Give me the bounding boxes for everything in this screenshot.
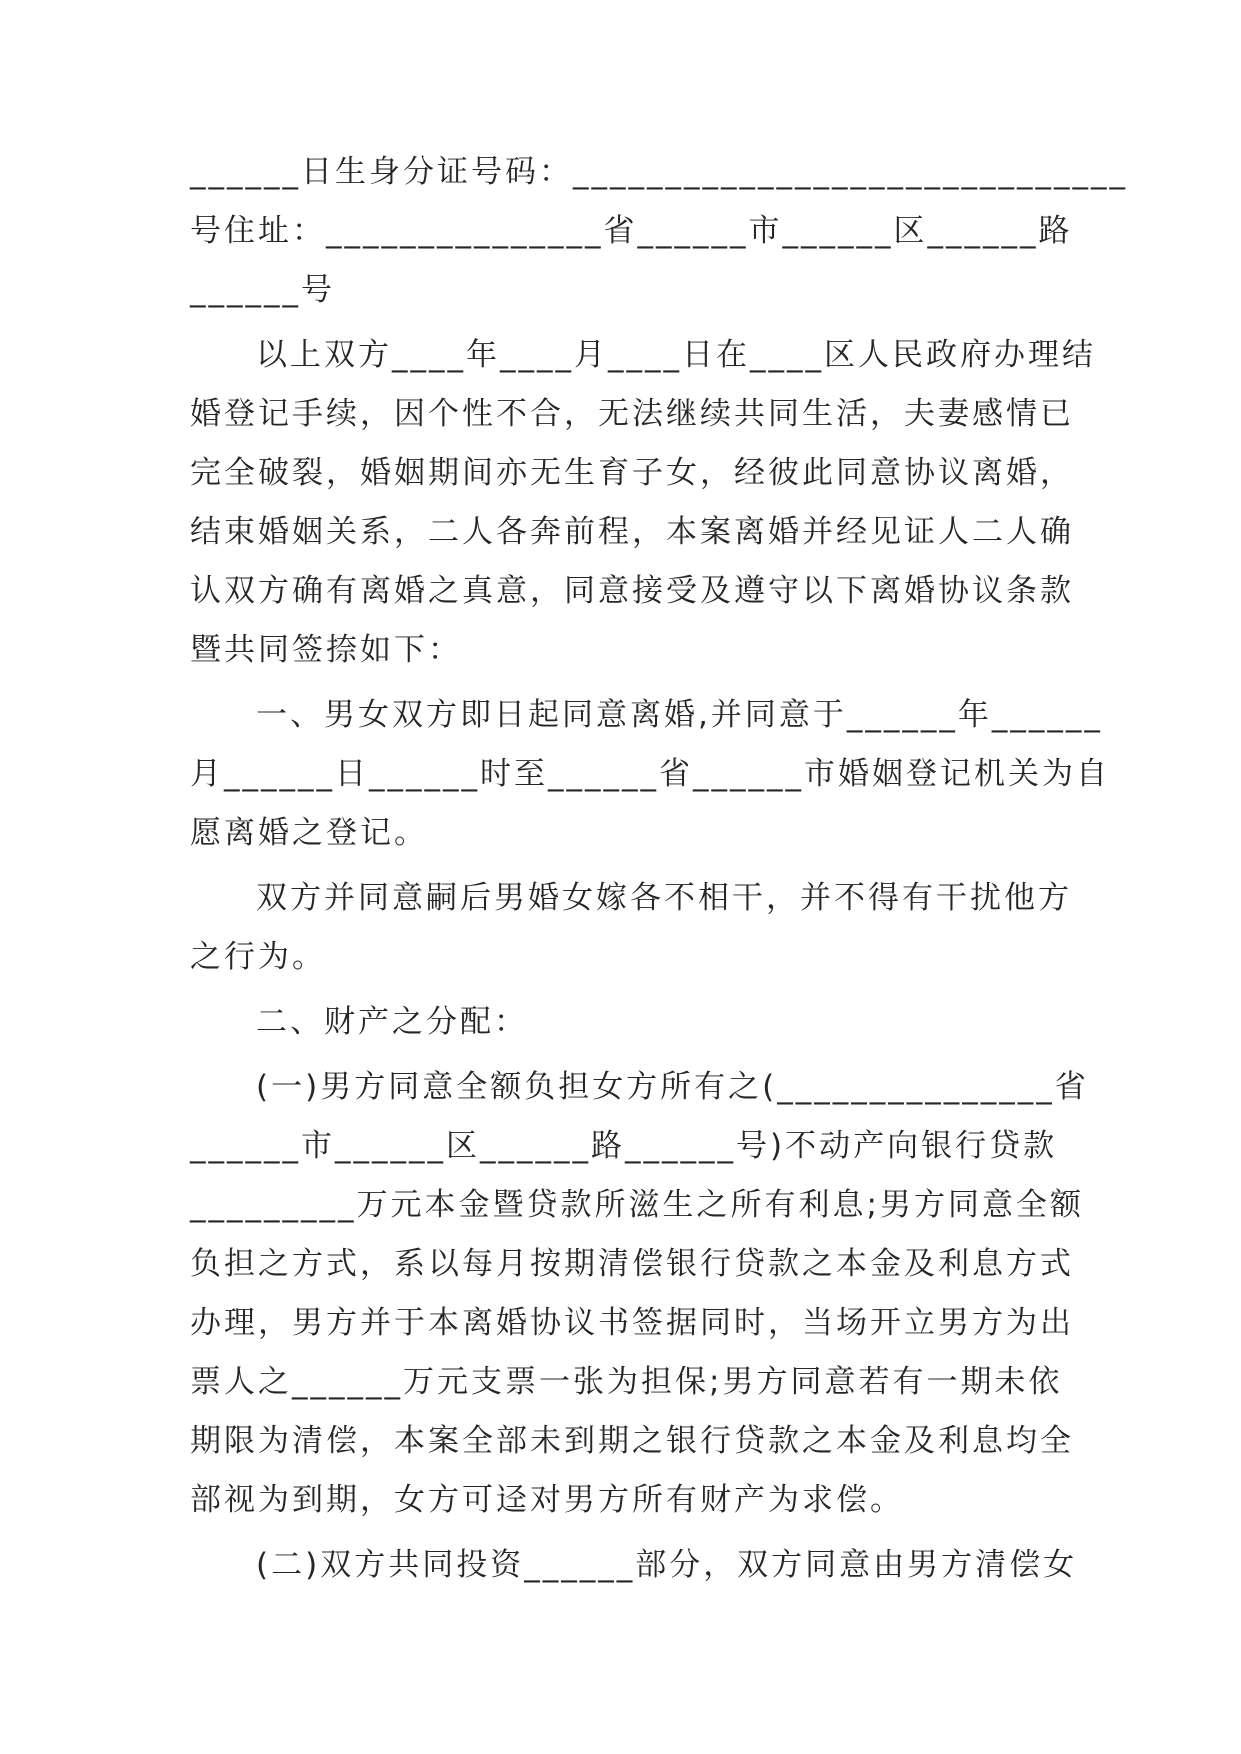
- text-line: ______日生身分证号码：______________________________: [190, 154, 1128, 190]
- text-line: 期限为清偿，本案全部未到期之银行贷款之本金及利息均全: [190, 1423, 1074, 1459]
- text-line: 之行为。: [190, 939, 326, 975]
- text-line: 暨共同签捺如下：: [190, 632, 462, 668]
- text-line: _________万元本金暨贷款所滋生之所有利息;男方同意全额: [190, 1187, 1084, 1223]
- text-line: 愿离婚之登记。: [190, 815, 428, 851]
- text-line: 认双方确有离婚之真意，同意接受及遵守以下离婚协议条款: [190, 573, 1074, 609]
- document-body: [190, 154, 1128, 1606]
- text-line: 办理，男方并于本离婚协议书签据同时，当场开立男方为出: [190, 1305, 1074, 1341]
- paragraph-start-line: 以上双方____年____月____日在____区人民政府办理结: [256, 337, 1096, 373]
- text-line: 票人之______万元支票一张为担保;男方同意若有一期未依: [190, 1364, 1063, 1400]
- text-line: ______市______区______路______号)不动产向银行贷款: [190, 1128, 1058, 1164]
- text-line: 部视为到期，女方可迳对男方所有财产为求偿。: [190, 1482, 904, 1518]
- text-line: 月______日______时至______省______市婚姻登记机关为自: [190, 756, 1110, 792]
- subclause-one-line: (一)男方同意全额负担女方所有之(_______________省: [256, 1069, 1089, 1105]
- text-line: 结束婚姻关系，二人各奔前程，本案离婚并经见证人二人确: [190, 514, 1074, 550]
- text-line: ______号: [190, 272, 335, 308]
- paragraph-start-line: 双方并同意嗣后男婚女嫁各不相干，并不得有干扰他方: [256, 880, 1072, 916]
- clause-one-line: 一、男女双方即日起同意离婚,并同意于______年______: [256, 697, 1103, 733]
- section-heading: 二、财产之分配：: [256, 1004, 528, 1040]
- subclause-two-line: (二)双方共同投资______部分，双方同意由男方清偿女: [256, 1547, 1078, 1583]
- text-line: 号住址：_______________省______市______区______路: [190, 213, 1073, 249]
- text-line: 完全破裂，婚姻期间亦无生育子女，经彼此同意协议离婚，: [190, 455, 1074, 491]
- text-line: 负担之方式，系以每月按期清偿银行贷款之本金及利息方式: [190, 1246, 1074, 1282]
- text-line: 婚登记手续，因个性不合，无法继续共同生活，夫妻感情已: [190, 396, 1074, 432]
